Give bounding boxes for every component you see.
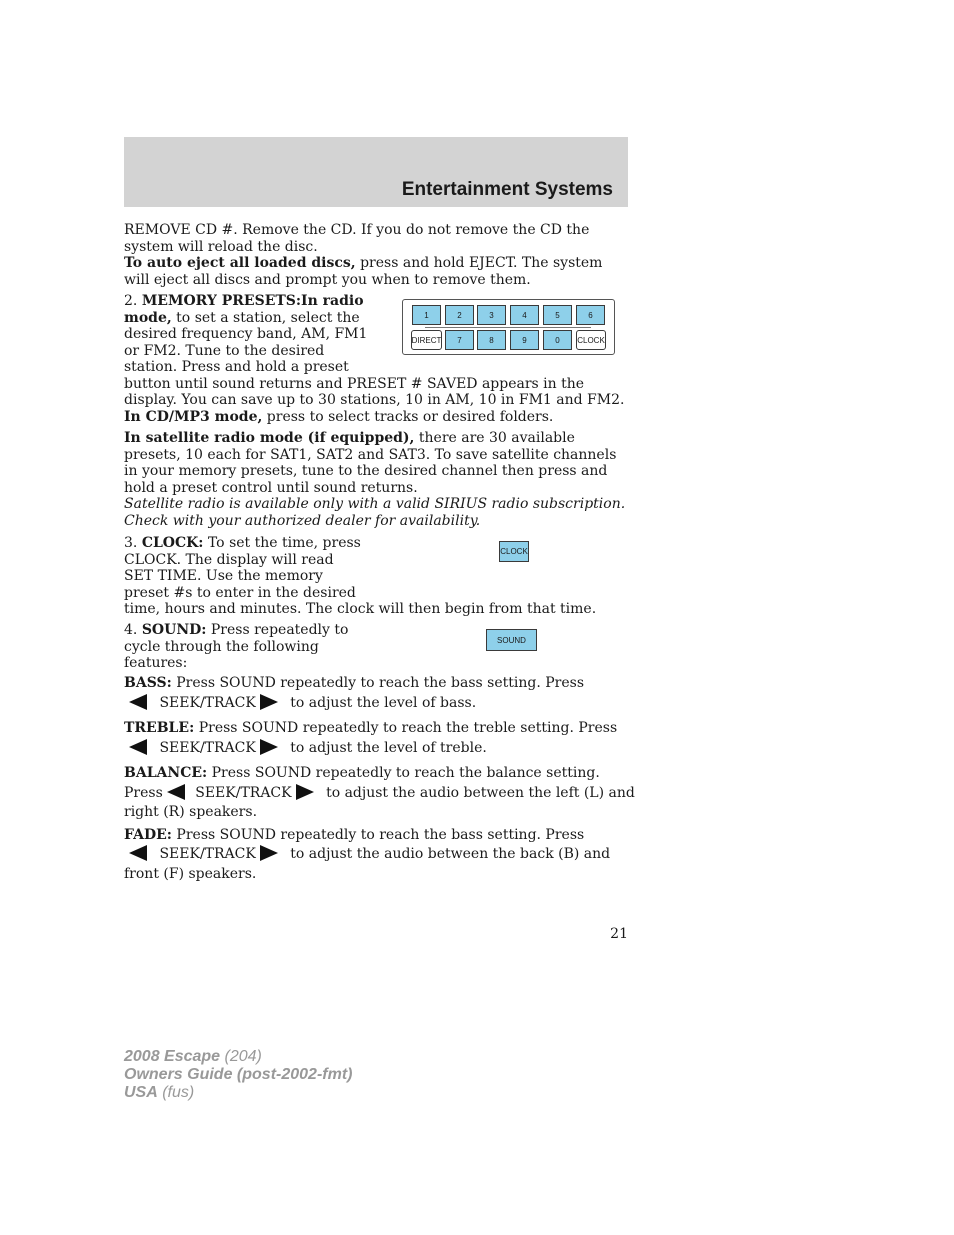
balance-press-text: Press	[124, 785, 163, 801]
fade-continuation: front (F) speakers.	[124, 866, 257, 882]
section-title: Entertainment Systems	[401, 179, 613, 200]
preset-button-4: 4	[510, 305, 539, 325]
footer-line-1	[124, 1048, 352, 1066]
fade-lead: FADE:	[124, 827, 172, 843]
preset-button-5: 5	[543, 305, 572, 325]
seek-left-arrow-icon	[167, 784, 185, 800]
preset-panel-divider	[425, 327, 591, 328]
auto-eject-lead: To auto eject all loaded discs,	[124, 255, 356, 271]
preset-button-1: 1	[412, 305, 441, 325]
preset-button-0: 0	[543, 330, 572, 350]
balance-paragraph	[124, 765, 628, 782]
clock-text: To set the time, press CLOCK. The display will read SET TIME. Use the memory preset #s to enter in the desired time, hours and minutes. The clock will then begin from that time.	[124, 535, 597, 617]
satellite-block	[124, 430, 628, 529]
bass-text: Press SOUND repeatedly to reach the bass setting. Press	[171, 675, 585, 691]
sound-number: 4.	[124, 622, 138, 638]
bass-after-text: to adjust the level of bass.	[290, 695, 477, 711]
treble-text: Press SOUND repeatedly to reach the treble setting. Press	[194, 720, 618, 736]
footer-line-3	[124, 1084, 352, 1102]
balance-continuation: right (R) speakers.	[124, 804, 258, 820]
seek-track-label: SEEK/TRACK	[159, 740, 256, 756]
bass-paragraph	[124, 675, 628, 692]
satellite-paragraph	[124, 430, 628, 496]
footer-market-code: (fus)	[157, 1084, 195, 1101]
seek-track-label: SEEK/TRACK	[159, 846, 256, 862]
preset-button-6: 6	[576, 305, 605, 325]
balance-seek-line	[124, 784, 635, 802]
fade-seek-line	[124, 845, 628, 863]
seek-track-label: SEEK/TRACK	[195, 785, 292, 801]
bass-seek-line	[124, 694, 628, 712]
sound-paragraph	[124, 622, 384, 672]
balance-lead: BALANCE:	[124, 765, 208, 781]
preset-button-3: 3	[477, 305, 506, 325]
clock-block	[124, 535, 628, 618]
treble-seek-line	[124, 739, 628, 757]
treble-paragraph	[124, 720, 628, 737]
memory-presets-lead: MEMORY PRESETS:In radio mode,	[124, 293, 364, 326]
satellite-note: Satellite radio is available only with a valid SIRIUS radio subscription. Check with your authorized dealer for availability.	[124, 496, 626, 529]
seek-left-arrow-icon	[129, 694, 147, 710]
panel-clock-button: CLOCK	[576, 330, 606, 350]
bass-lead: BASS:	[124, 675, 172, 691]
seek-right-arrow-icon	[296, 784, 314, 800]
memory-presets-text: to set a station, select the desired frequency band, AM, FM1 or FM2. Tune to the desired station. Press and hold a preset button until sound returns and PRESET # SAVED appears in the display. You can save up to 30 stations, 10 in AM, 10 in FM1 and FM2.	[124, 309, 625, 408]
auto-eject-paragraph	[124, 255, 628, 288]
footer-model-code: (204)	[220, 1048, 262, 1065]
treble-after-text: to adjust the level of treble.	[290, 740, 487, 756]
cd-mode-text: press to select tracks or desired folders.	[262, 408, 554, 425]
satellite-lead: In satellite radio mode (if equipped),	[124, 430, 415, 446]
seek-left-arrow-icon	[129, 739, 147, 755]
preset-button-7: 7	[445, 330, 474, 350]
remove-cd-block	[124, 222, 628, 288]
sound-button-illustration: SOUND	[486, 629, 537, 651]
direct-button: DIRECT	[411, 330, 442, 350]
footer-market: USA	[124, 1084, 158, 1101]
fade-paragraph	[124, 827, 628, 844]
balance-text: Press SOUND repeatedly to reach the balance setting.	[207, 765, 600, 781]
footer-model: 2008 Escape	[124, 1048, 221, 1065]
clock-button-illustration: CLOCK	[499, 541, 529, 562]
section-header-band	[124, 137, 628, 207]
seek-right-arrow-icon	[260, 739, 278, 755]
preset-button-9: 9	[510, 330, 539, 350]
seek-left-arrow-icon	[129, 845, 147, 861]
balance-after-text: to adjust the audio between the left (L) and	[326, 785, 635, 801]
memory-presets-number: 2.	[124, 293, 138, 309]
auto-eject-text: press and hold EJECT. The system will eject all discs and prompt you when to remove them.	[124, 255, 603, 288]
satellite-text: there are 30 available presets, 10 each for SAT1, SAT2 and SAT3. To save satellite channels in your memory presets, tune to the desired channel then press and hold a preset control until sound returns.	[124, 430, 617, 496]
treble-lead: TREBLE:	[124, 720, 195, 736]
footer-line-2: Owners Guide (post-2002-fmt)	[124, 1066, 353, 1083]
page-number: 21	[610, 926, 628, 942]
preset-button-8: 8	[477, 330, 506, 350]
seek-right-arrow-icon	[260, 845, 278, 861]
preset-button-2: 2	[445, 305, 474, 325]
remove-cd-text: REMOVE CD #. Remove the CD. If you do not remove the CD the system will reload the disc.	[124, 222, 590, 255]
seek-right-arrow-icon	[260, 694, 278, 710]
sound-lead: SOUND:	[141, 622, 207, 638]
cd-mode-lead: In CD/MP3 mode,	[124, 408, 263, 425]
fade-text: Press SOUND repeatedly to reach the bass setting. Press	[171, 827, 585, 843]
document-footer	[124, 1048, 352, 1102]
sound-block	[124, 622, 384, 672]
clock-number: 3.	[124, 535, 138, 551]
clock-lead: CLOCK:	[141, 535, 204, 551]
fade-after-text: to adjust the audio between the back (B) and	[290, 846, 611, 862]
seek-track-label: SEEK/TRACK	[159, 695, 256, 711]
cd-mode-paragraph	[124, 409, 628, 426]
sound-text: Press repeatedly to cycle through the following features:	[124, 622, 349, 671]
